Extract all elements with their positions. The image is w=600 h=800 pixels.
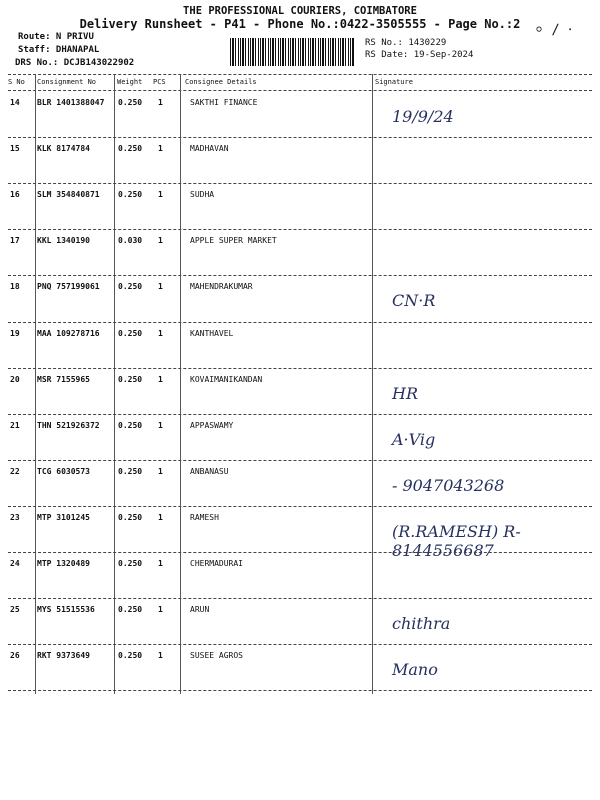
cell-pcs: 1 bbox=[158, 466, 163, 476]
barcode bbox=[230, 38, 355, 66]
cell-weight: 0.250 bbox=[118, 466, 143, 476]
signature-handwritten: chithra bbox=[392, 614, 451, 634]
cell-weight: 0.250 bbox=[118, 144, 143, 154]
rs-date: RS Date: 19-Sep-2024 bbox=[365, 50, 474, 60]
cell-consignee: SUSEE AGROS bbox=[190, 651, 243, 661]
signature-handwritten: A·Vig bbox=[392, 429, 436, 449]
cell-consignment: KLK 8174784 bbox=[37, 144, 90, 154]
cell-sno: 21 bbox=[10, 420, 20, 430]
row-divider bbox=[8, 598, 592, 599]
signature-handwritten: (R.RAMESH) R- 8144556687 bbox=[392, 521, 521, 560]
cell-consignment: TCG 6030573 bbox=[37, 466, 90, 476]
cell-weight: 0.250 bbox=[118, 374, 143, 384]
cell-consignee: APPASWAMY bbox=[190, 420, 234, 430]
cell-consignment: MSR 7155965 bbox=[37, 374, 90, 384]
cell-consignee: SUDHA bbox=[190, 190, 215, 200]
cell-consignment: THN 521926372 bbox=[37, 420, 100, 430]
cell-pcs: 1 bbox=[158, 328, 163, 338]
col-header-signature: Signature bbox=[375, 78, 413, 86]
cell-consignee: KANTHAVEL bbox=[190, 328, 234, 338]
cell-consignment: RKT 9373649 bbox=[37, 651, 90, 661]
cell-pcs: 1 bbox=[158, 282, 163, 292]
rs-number: RS No.: 1430229 bbox=[365, 38, 447, 48]
cell-weight: 0.030 bbox=[118, 236, 143, 246]
cell-consignee: ARUN bbox=[190, 605, 210, 615]
cell-pcs: 1 bbox=[158, 559, 163, 568]
cell-sno: 20 bbox=[10, 374, 20, 384]
runsheet-title: Delivery Runsheet - P41 - Phone No.:0422-3505555 - Page No.:2 bbox=[79, 17, 521, 31]
cell-consignment: MTP 1320489 bbox=[37, 559, 90, 568]
cell-sno: 18 bbox=[10, 282, 20, 292]
header-bottom-rule bbox=[8, 90, 592, 91]
cell-consignment: MYS 51515536 bbox=[37, 605, 95, 615]
cell-consignee: MADHAVAN bbox=[190, 144, 229, 154]
row-divider bbox=[8, 506, 592, 507]
cell-consignee: ANBANASU bbox=[190, 466, 229, 476]
cell-weight: 0.250 bbox=[118, 190, 143, 200]
company-title: THE PROFESSIONAL COURIERS, COIMBATORE bbox=[183, 5, 417, 17]
drs-number: DRS No.: DCJB143022902 bbox=[15, 58, 135, 68]
row-divider bbox=[8, 460, 592, 461]
row-divider bbox=[8, 414, 592, 415]
cell-sno: 17 bbox=[10, 236, 20, 246]
signature-handwritten: - 9047043268 bbox=[392, 475, 505, 495]
row-divider bbox=[8, 229, 592, 230]
cell-pcs: 1 bbox=[158, 236, 163, 246]
col-header-weight: Weight bbox=[117, 78, 143, 86]
col-header-consignee: Consignee Details bbox=[185, 78, 257, 86]
cell-pcs: 1 bbox=[158, 144, 163, 154]
row-divider bbox=[8, 368, 592, 369]
cell-sno: 14 bbox=[10, 98, 20, 107]
cell-consignment: MTP 3101245 bbox=[37, 512, 90, 522]
cell-pcs: 1 bbox=[158, 374, 163, 384]
col-header-sno: S No bbox=[8, 78, 25, 86]
cell-pcs: 1 bbox=[158, 98, 163, 107]
cell-sno: 26 bbox=[10, 651, 20, 661]
cell-consignee: CHERMADURAI bbox=[190, 559, 243, 568]
signature-handwritten: 19/9/24 bbox=[392, 107, 454, 126]
cell-weight: 0.250 bbox=[118, 282, 143, 292]
cell-weight: 0.250 bbox=[118, 512, 143, 522]
signature-handwritten: Mano bbox=[392, 660, 438, 680]
cell-consignee: MAHENDRAKUMAR bbox=[190, 282, 253, 292]
cell-consignment: KKL 1340190 bbox=[37, 236, 90, 246]
row-divider bbox=[8, 322, 592, 323]
cell-pcs: 1 bbox=[158, 605, 163, 615]
row-divider bbox=[8, 644, 592, 645]
row-divider bbox=[8, 137, 592, 138]
column-divider bbox=[114, 74, 115, 694]
cell-pcs: 1 bbox=[158, 420, 163, 430]
col-header-pcs: PCS bbox=[153, 78, 166, 86]
staff-label: Staff: DHANAPAL bbox=[18, 45, 100, 55]
cell-weight: 0.250 bbox=[118, 98, 143, 107]
cell-sno: 16 bbox=[10, 190, 20, 200]
cell-weight: 0.250 bbox=[118, 651, 143, 661]
column-divider bbox=[180, 74, 181, 694]
column-divider bbox=[35, 74, 36, 694]
cell-weight: 0.250 bbox=[118, 420, 143, 430]
cell-consignment: SLM 354840871 bbox=[37, 190, 100, 200]
row-divider bbox=[8, 183, 592, 184]
cell-consignment: BLR 1401388047 bbox=[37, 98, 105, 107]
cell-consignment: MAA 109278716 bbox=[37, 328, 100, 338]
cell-weight: 0.250 bbox=[118, 328, 143, 338]
row-divider bbox=[8, 552, 592, 553]
route-label: Route: N PRIVU bbox=[18, 32, 94, 42]
cell-consignment: PNQ 757199061 bbox=[37, 282, 100, 292]
cell-sno: 22 bbox=[10, 466, 20, 476]
signature-handwritten: CN·R bbox=[392, 291, 436, 311]
cell-pcs: 1 bbox=[158, 190, 163, 200]
cell-consignee: APPLE SUPER MARKET bbox=[190, 236, 277, 246]
cell-weight: 0.250 bbox=[118, 605, 143, 615]
signature-handwritten: HR bbox=[392, 383, 418, 403]
cell-sno: 25 bbox=[10, 605, 20, 615]
cell-sno: 15 bbox=[10, 144, 20, 154]
cell-sno: 19 bbox=[10, 328, 20, 338]
row-divider bbox=[8, 275, 592, 276]
cell-consignee: KOVAIMANIKANDAN bbox=[190, 374, 263, 384]
cell-consignee: SAKTHI FINANCE bbox=[190, 98, 258, 107]
cell-weight: 0.250 bbox=[118, 559, 143, 568]
cell-sno: 23 bbox=[10, 512, 20, 522]
cell-pcs: 1 bbox=[158, 651, 163, 661]
cell-consignee: RAMESH bbox=[190, 512, 219, 522]
corner-marks: ⸰ ∕ ⸱ bbox=[535, 22, 573, 38]
cell-pcs: 1 bbox=[158, 512, 163, 522]
column-divider bbox=[372, 74, 373, 694]
col-header-consignment: Consignment No bbox=[37, 78, 97, 86]
cell-sno: 24 bbox=[10, 559, 20, 568]
row-divider bbox=[8, 690, 592, 691]
header-top-rule bbox=[8, 74, 592, 75]
